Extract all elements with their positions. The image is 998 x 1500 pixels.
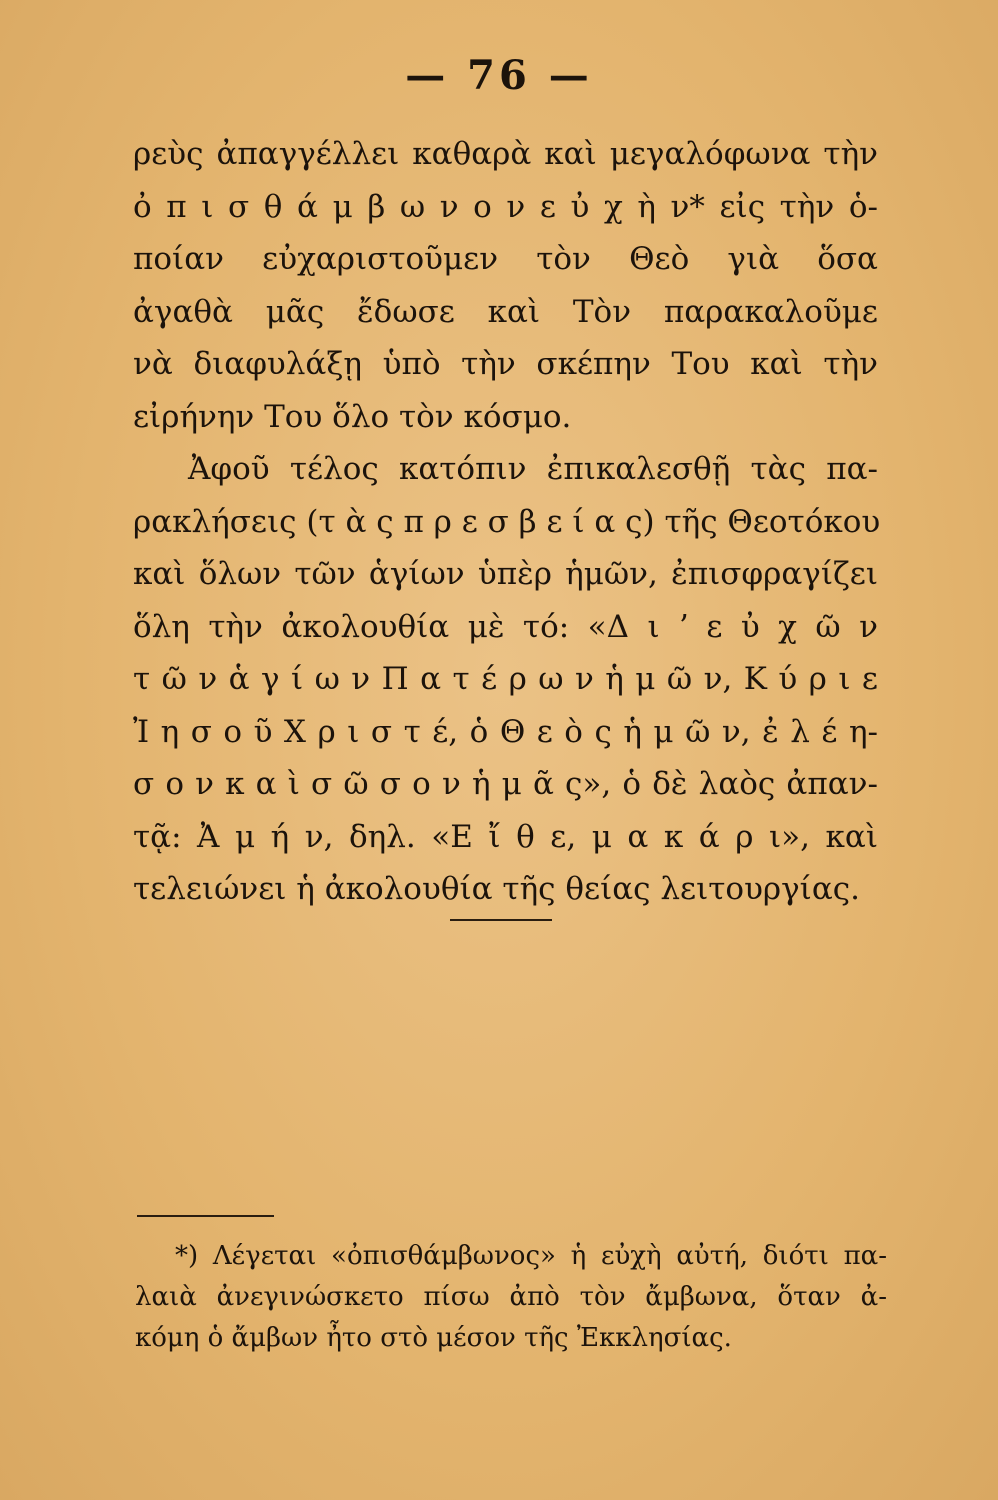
text-line: ρακλήσεις (τ ὰ ς π ρ ε σ β ε ί α ς) τῆς Θεοτόκου (133, 503, 881, 540)
text-line: ὅλη τὴν ἀκολουθία μὲ τό: «Δ ι ʼ ε ὐ χ ῶ ν (133, 608, 878, 645)
text-line: Ἰ η σ ο ῦ Χ ρ ι σ τ έ, ὁ Θ ε ὸ ς ἡ μ ῶ ν, ἐ λ έ η- (133, 713, 878, 750)
footnote-line: *) Λέγεται «ὀπισθάμβωνος» ἡ εὐχὴ αὐτή, διότι πα- (175, 1241, 887, 1271)
text-line: τελειώνει ἡ ἀκολουθία τῆς θείας λειτουργίας. (133, 871, 860, 907)
text-line: ποίαν εὐχαριστοῦμεν τὸν Θεὸ γιὰ ὅσα (133, 241, 878, 277)
text-line: νὰ διαφυλάξῃ ὑπὸ τὴν σκέπην Του καὶ τὴν (133, 346, 878, 382)
text-line: ὀ π ι σ θ ά μ β ω ν ο ν ε ὐ χ ὴ ν* εἰς τὴν ὁ- (133, 188, 878, 225)
footnote-line: κόμη ὁ ἄμβων ἦτο στὸ μέσον τῆς Ἐκκλησίας. (135, 1323, 732, 1353)
text-line: τᾷ: Ἀ μ ή ν, δηλ. «Ε ἴ θ ε, μ α κ ά ρ ι», καὶ (133, 818, 878, 855)
footnote-divider (137, 1215, 274, 1217)
text-line: εἰρήνην Του ὅλο τὸν κόσμο. (133, 398, 572, 435)
body-text (133, 128, 881, 916)
text-line: ρεὺς ἀπαγγέλλει καθαρὰ καὶ μεγαλόφωνα τὴν (133, 136, 878, 172)
footnote (135, 1236, 887, 1359)
text-line: σ ο ν κ α ὶ σ ῶ σ ο ν ἡ μ ᾶ ς», ὁ δὲ λαὸς ἀπαν- (133, 766, 878, 802)
footnote-line: λαιὰ ἀνεγινώσκετο πίσω ἀπὸ τὸν ἄμβωνα, ὅταν ἀ- (135, 1282, 887, 1312)
text-line: Ἀφοῦ τέλος κατόπιν ἐπικαλεσθῇ τὰς πα- (188, 451, 878, 487)
text-line: καὶ ὅλων τῶν ἁγίων ὑπὲρ ἡμῶν, ἐπισφραγίζει (133, 556, 878, 592)
text-line: τ ῶ ν ἁ γ ί ω ν Π α τ έ ρ ω ν ἡ μ ῶ ν, Κ ύ ρ ι ε (133, 661, 878, 697)
page-number: — 76 — (405, 52, 593, 99)
text-line: ἀγαθὰ μᾶς ἔδωσε καὶ Τὸν παρακαλοῦμε (133, 293, 878, 330)
section-divider (450, 919, 552, 921)
